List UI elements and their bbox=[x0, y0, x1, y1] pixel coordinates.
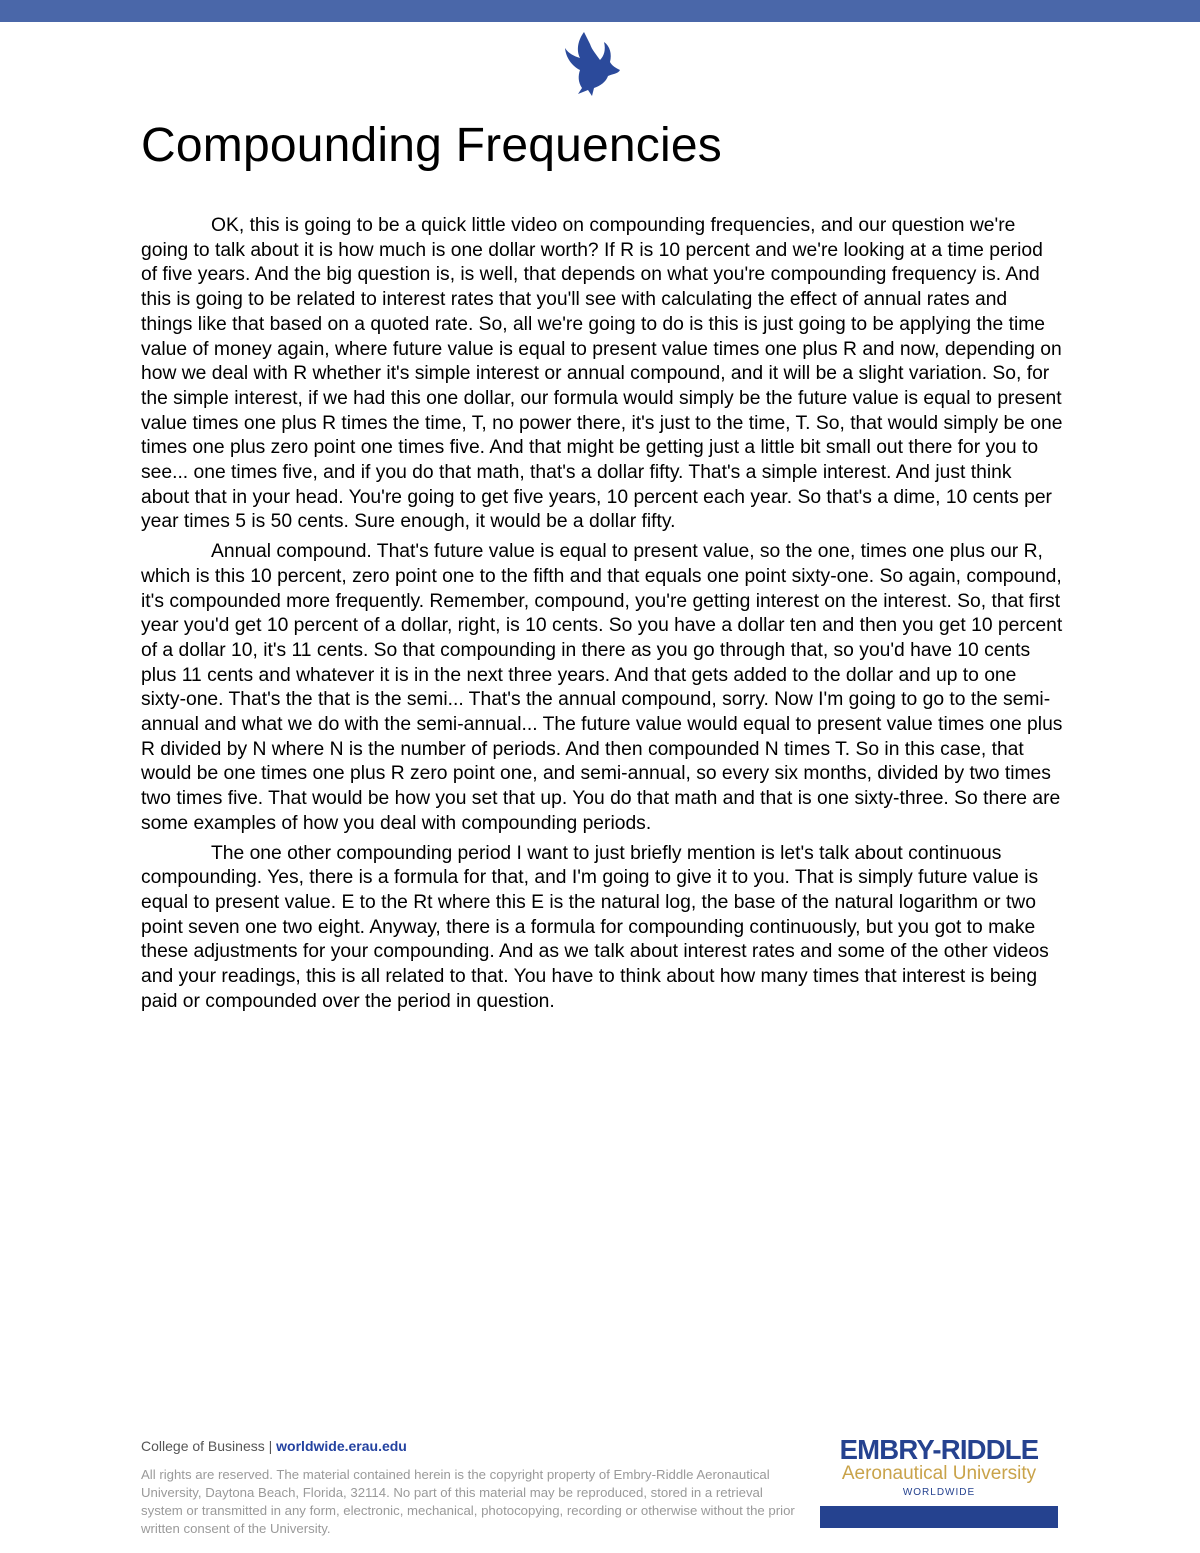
website-link[interactable]: worldwide.erau.edu bbox=[276, 1438, 407, 1454]
top-header-bar bbox=[0, 0, 1200, 22]
college-name: College of Business bbox=[141, 1438, 265, 1454]
footer bbox=[141, 1437, 821, 1538]
logo-bar bbox=[820, 1506, 1058, 1528]
paragraph: Annual compound. That's future value is equal to present value, so the one, times one plus our R, which is this 10 percent, zero point one to the fifth and that equals one point sixty-one. So again, compound, it's compounded more frequently. Remember, compound, you're getting interest on the interest. So, that first year you'd get 10 percent of a dollar, right, is 10 cents. So you have a dollar ten and then you get 10 percent of a dollar 10, it's 11 cents. So that compounding in there as you go through that, so you'd have 10 cents plus 11 cents and whatever it is in the next three years. And that gets added to the dollar and up to one sixty-one. That's the that is the semi... That's the annual compound, sorry. Now I'm going to go to the semi-annual and what we do with the semi-annual... The future value would equal to present value times one plus R divided by N where N is the number of periods. And then compounded N times T. So in this case, that would be one times one plus R zero point one, and semi-annual, so every six months, divided by two times two times five. That would be how you set that up. You do that math and that is one sixty-three. So there are some examples of how you deal with compounding periods. bbox=[141, 541, 1063, 834]
transcript-body bbox=[141, 214, 1063, 1020]
paragraph: The one other compounding period I want to just briefly mention is let's talk about continuous compounding. Yes, there is a formula for that, and I'm going to give it to you. That is simply future value is equal to present value. E to the Rt where this E is the natural log, the base of the natural logarithm or two point seven one two eight. Anyway, there is a formula for compounding continuously, but you got to make these adjustments for your compounding. And as we talk about interest rates and some of the other videos and your readings, this is all related to that. You have to think about how many times that interest is being paid or compounded over the period in question. bbox=[141, 842, 1049, 1012]
logo-name: EMBRY-RIDDLE bbox=[839, 1434, 1039, 1465]
page-title: Compounding Frequencies bbox=[141, 119, 722, 172]
logo-subtitle: Aeronautical University bbox=[841, 1463, 1037, 1484]
logo-tagline: WORLDWIDE bbox=[902, 1487, 976, 1498]
university-logo bbox=[820, 1436, 1058, 1500]
paragraph: OK, this is going to be a quick little video on compounding frequencies, and our question we're going to talk about it is how much is one dollar worth? If R is 10 percent and we're looking at a time period of five years. And the big question is, is well, that depends on what you're compounding frequency is. And this is going to be related to interest rates that you'll see with calculating the effect of annual rates and things like that based on a quoted rate. So, all we're going to do is this is just going to be applying the time value of money again, where future value is equal to present value times one plus R and now, depending on how we deal with R whether it's simple interest or annual compound, and it will be a slight variation. So, for the simple interest, if we had this one dollar, our formula would simply be the future value is equal to present value times one plus R times the time, T, no power there, it's just to the time, T. So, that would simply be one times one plus zero point one times five. And that might be getting just a little bit small out there for you to see... one times five, and if you do that math, that's a dollar fifty. That's a simple interest. And just think about that in your head. You're going to get five years, 10 percent each year. So that's a dime, 10 cents per year times 5 is 50 cents. Sure enough, it would be a dollar fifty. bbox=[141, 215, 1063, 533]
footer-credit bbox=[141, 1437, 821, 1455]
footer-separator: | bbox=[268, 1438, 273, 1454]
eagle-icon bbox=[562, 30, 622, 96]
copyright-notice: All rights are reserved. The material contained herein is the copyright property of Embry-Riddle Aeronautical University, Daytona Beach, Florida, 32114. No part of this material may be reproduced, stored in a retrieval system or transmitted in any form, electronic, mechanical, photocopying, recording or otherwise without the prior written consent of the University. bbox=[141, 1467, 795, 1536]
